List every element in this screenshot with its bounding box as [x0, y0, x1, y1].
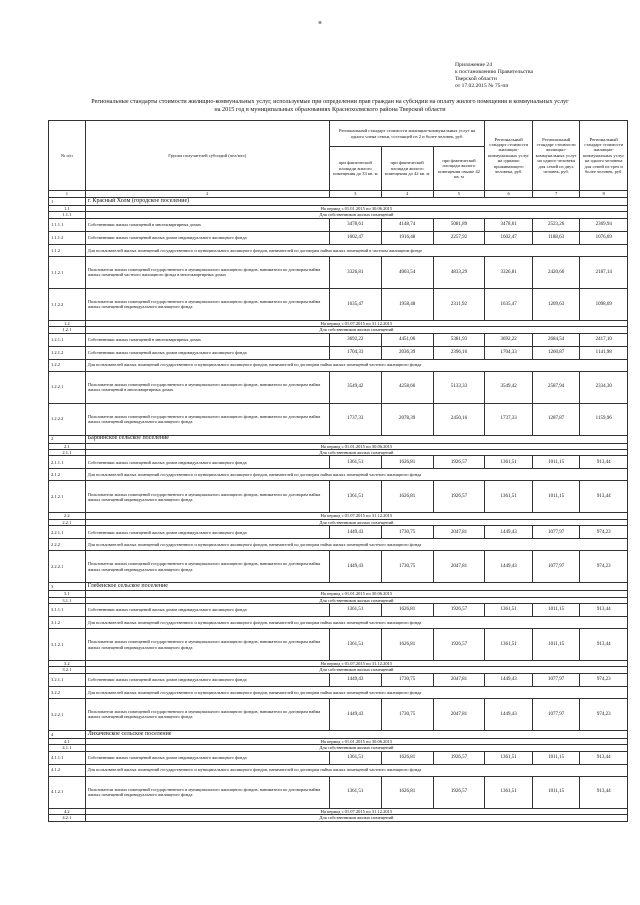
row-value: 1916,48: [381, 231, 433, 244]
row-value: 1602,47: [485, 231, 533, 244]
row-value: 3326,81: [329, 256, 381, 288]
row-value: 2450,16: [433, 403, 485, 435]
table-row: [49, 481, 628, 513]
row-code: 1.2.2.1: [49, 371, 86, 403]
row-value: 1361,51: [329, 629, 381, 661]
row-value: 3478,61: [485, 218, 533, 231]
row-value: 1287,87: [532, 403, 580, 435]
table-row: [49, 435, 628, 443]
row-value: 1704,33: [485, 346, 533, 359]
row-value: 1011,15: [532, 604, 580, 617]
row-value: 1361,51: [485, 481, 533, 513]
row-value: 1449,43: [485, 551, 533, 583]
period-label: На период с 01.07.2015 по 31.12.2015: [85, 513, 627, 519]
table-row: [49, 673, 628, 686]
row-description: Пользователи жилых помещений государственного и муниципального жилищного фондов, наниматели по договорам найма жилых помещений индивидуального жилищного фонда: [85, 776, 329, 808]
row-code: 2.1.2.1: [49, 481, 86, 513]
row-value: 2047,81: [433, 673, 485, 686]
row-code: 4.1.1: [49, 745, 86, 751]
table-row: [49, 751, 628, 764]
row-value: 1737,33: [485, 403, 533, 435]
row-code: 4.2: [49, 808, 86, 814]
row-value: 1260,87: [532, 346, 580, 359]
row-value: 1077,97: [532, 673, 580, 686]
row-description: Пользователи жилых помещений государственного и муниципального жилищного фондов, наниматели по договорам найма жилых помещений индивидуального жилищного фонда: [85, 288, 329, 320]
title-line-1: Региональные стандарты стоимости жилищно-коммунальных услуг, используемые при определении прав граждан на субсидии на оплату жилого помещения и коммунальных услуг: [91, 98, 569, 105]
period-label: Для собственников жилых помещений: [85, 597, 627, 603]
row-value: 2078,39: [381, 403, 433, 435]
row-description: Пользователи жилых помещений государственного и муниципального жилищного фондов, наниматели по договорам найма жилых помещений в многоквартирных домах: [85, 371, 329, 403]
subgroup-note: Для пользователей жилых помещений государственного и муниципального жилищного фондов, нанимателей по договорам найма жилых помещений частного жилищного фонда: [85, 469, 627, 481]
table-row: [49, 698, 628, 730]
row-description: Собственники жилых помещений жилых домов индивидуального жилищного фонда: [85, 526, 329, 539]
row-value: 2523,26: [532, 218, 580, 231]
period-label: На период с 01.07.2015 по 31.12.2015: [85, 320, 627, 326]
appendix-line: Приложение 24: [455, 62, 493, 68]
row-value: 3692,22: [485, 333, 533, 346]
row-code: 1.1.1: [49, 212, 86, 218]
row-code: 1.2.2.2: [49, 403, 86, 435]
subgroup-note: Для пользователей жилых помещений государственного и муниципального жилищного фондов, нанимателей по договорам найма жилых помещений частного жилищного фонда: [85, 764, 627, 776]
row-value: 1077,97: [532, 551, 580, 583]
period-label: Для собственников жилых помещений: [85, 327, 627, 333]
subgroup-note: Для пользователей жилых помещений государственного и муниципального жилищного фондов, нанимателей по договорам найма жилых помещений частного жилищного фонда: [85, 617, 627, 629]
table-row: [49, 333, 628, 346]
header-col5: при фактической площади жилого помещения свыше 42 кв. м: [433, 147, 485, 191]
table-row: [49, 617, 628, 629]
table-row: [49, 551, 628, 583]
row-value: 1626,81: [381, 751, 433, 764]
row-code: 1.2.1.1: [49, 333, 86, 346]
header-regional-standard: Региональный стандарт стоимости жилищно-коммунальных услуг на одного члена семьи, состоящей из 2 и более человек, руб.: [329, 121, 485, 147]
row-code: 4.1.2: [49, 764, 86, 776]
row-value: 1077,97: [532, 698, 580, 730]
row-value: 1626,81: [381, 629, 433, 661]
row-value: 1361,51: [329, 776, 381, 808]
row-code: 4.2.1: [49, 815, 86, 821]
row-value: 974,23: [580, 551, 628, 583]
row-code: 3.2.2.1: [49, 698, 86, 730]
row-value: 1361,51: [485, 629, 533, 661]
header-col4: при фактической площади жилого помещения до 42 кв. м: [381, 147, 433, 191]
row-code: 3: [49, 583, 86, 591]
row-value: 2047,81: [433, 526, 485, 539]
row-value: 1730,75: [381, 698, 433, 730]
row-code: 1: [49, 198, 86, 206]
row-value: 913,44: [580, 481, 628, 513]
row-value: 1361,51: [485, 776, 533, 808]
row-value: 3549,42: [485, 371, 533, 403]
column-index: 5: [433, 191, 485, 198]
row-value: 2257,92: [433, 231, 485, 244]
row-value: 1449,43: [329, 551, 381, 583]
row-code: 2.2.2.1: [49, 551, 86, 583]
period-label: Для собственников жилых помещений: [85, 815, 627, 821]
table-row: [49, 583, 628, 591]
row-description: Собственники жилых помещений жилых домов индивидуального жилищного фонда: [85, 604, 329, 617]
row-code: 4.1: [49, 738, 86, 744]
row-value: 2684,54: [532, 333, 580, 346]
row-code: 1.2: [49, 320, 86, 326]
row-value: 1626,81: [381, 776, 433, 808]
subgroup-note: Для пользователей жилых помещений государственного и муниципального жилищного фондов, нанимателей по договорам найма жилых помещений частного жилищного фонда: [85, 539, 627, 551]
row-value: 1098,69: [580, 288, 628, 320]
row-code: 1.1.1.1: [49, 218, 86, 231]
row-code: 1.2.1.2: [49, 346, 86, 359]
row-value: 1602,47: [329, 231, 381, 244]
table-row: [49, 776, 628, 808]
row-code: 3.2: [49, 661, 86, 667]
row-value: 2369,94: [580, 218, 628, 231]
row-value: 4258,66: [381, 371, 433, 403]
row-description: Собственники жилых помещений жилых домов индивидуального жилищного фонда: [85, 751, 329, 764]
period-label: На период с 01.01.2015 по 30.06.2015: [85, 206, 627, 212]
row-value: 2396,16: [433, 346, 485, 359]
table-row: [49, 604, 628, 617]
row-value: 1361,51: [329, 481, 381, 513]
row-value: 1141,98: [580, 346, 628, 359]
table-row: [49, 526, 628, 539]
row-code: 3.2.2: [49, 686, 86, 698]
row-value: 4148,74: [381, 218, 433, 231]
row-value: 1361,51: [485, 604, 533, 617]
row-value: 1730,75: [381, 526, 433, 539]
row-value: 2047,81: [433, 698, 485, 730]
row-code: 3.1.1.1: [49, 604, 86, 617]
column-index: 3: [329, 191, 381, 198]
row-code: 1.1.2: [49, 244, 86, 256]
row-value: 1926,57: [433, 776, 485, 808]
appendix-block: [455, 62, 625, 90]
row-value: 974,23: [580, 698, 628, 730]
row-value: 1361,51: [329, 604, 381, 617]
row-code: 2.1.1: [49, 450, 86, 456]
row-value: 1011,15: [532, 456, 580, 469]
row-value: 1926,57: [433, 481, 485, 513]
table-row: [49, 198, 628, 206]
period-label: Для собственников жилых помещений: [85, 450, 627, 456]
table-row: [49, 288, 628, 320]
row-value: 1077,97: [532, 526, 580, 539]
table-row: [49, 231, 628, 244]
column-index: 2: [85, 191, 329, 198]
row-value: 5081,89: [433, 218, 485, 231]
row-description: Пользователи жилых помещений государственного и муниципального жилищного фондов, наниматели по договорам найма жилых помещений индивидуального жилищного фонда: [85, 403, 329, 435]
header-col7: Региональный стандарт стоимости жилищно-коммунальных услуг на одного человека для семей из двух человек, руб.: [532, 121, 580, 191]
period-label: На период с 01.01.2015 по 30.06.2015: [85, 443, 627, 449]
row-value: 2187,14: [580, 256, 628, 288]
section-title: г. Красный Холм (городское поселение): [85, 198, 627, 206]
row-value: 913,44: [580, 456, 628, 469]
row-code: 2.2.1: [49, 519, 86, 525]
section-title: Лихачевское сельское поселение: [85, 730, 627, 738]
column-index: 7: [532, 191, 580, 198]
row-value: 1926,57: [433, 629, 485, 661]
row-code: 1.1.2.1: [49, 256, 86, 288]
table-row: [49, 346, 628, 359]
row-value: 5133,33: [433, 371, 485, 403]
row-value: 2036,39: [381, 346, 433, 359]
column-index: 4: [381, 191, 433, 198]
row-code: 1.1: [49, 206, 86, 212]
row-code: 1.1.1.2: [49, 231, 86, 244]
row-description: Собственники жилых помещений в многоквартирных домах: [85, 333, 329, 346]
period-label: Для собственников жилых помещений: [85, 667, 627, 673]
row-description: Собственники жилых помещений в многоквартирных домах: [85, 218, 329, 231]
row-value: 913,44: [580, 604, 628, 617]
row-description: Пользователи жилых помещений государственного и муниципального жилищного фондов, наниматели по договорам найма жилых помещений индивидуального жилищного фонда: [85, 551, 329, 583]
row-description: Собственники жилых помещений жилых домов индивидуального жилищного фонда: [85, 231, 329, 244]
row-value: 3326,81: [485, 256, 533, 288]
row-value: 913,44: [580, 629, 628, 661]
row-value: 2587,94: [532, 371, 580, 403]
row-code: 2.2.1.1: [49, 526, 86, 539]
row-value: 2334,30: [580, 371, 628, 403]
row-value: 1449,43: [485, 673, 533, 686]
row-value: 1635,47: [485, 288, 533, 320]
row-value: 5381,93: [433, 333, 485, 346]
row-value: 1011,15: [532, 629, 580, 661]
period-label: На период с 01.01.2015 по 30.06.2015: [85, 738, 627, 744]
table-row: [49, 629, 628, 661]
row-value: 1737,33: [329, 403, 381, 435]
appendix-line: от 17.02.2015 № 75-пп: [455, 83, 509, 89]
row-value: 1926,57: [433, 751, 485, 764]
row-code: 3.2.1.1: [49, 673, 86, 686]
row-value: 4003,54: [381, 256, 433, 288]
row-value: 2311,92: [433, 288, 485, 320]
row-value: 913,44: [580, 776, 628, 808]
row-value: 1076,69: [580, 231, 628, 244]
row-value: 2047,81: [433, 551, 485, 583]
table-row: [49, 244, 628, 256]
row-code: 2.1.2: [49, 469, 86, 481]
row-value: 1449,43: [485, 526, 533, 539]
table-row: [49, 730, 628, 738]
row-value: 1361,51: [329, 456, 381, 469]
row-code: 4.1.2.1: [49, 776, 86, 808]
row-code: 3.1.2.1: [49, 629, 86, 661]
row-description: Пользователи жилых помещений государственного и муниципального жилищного фондов, наниматели по договорам найма жилых помещений частного жилищного фонда в многоквартирных домах: [85, 256, 329, 288]
row-code: 4.1.1.1: [49, 751, 86, 764]
period-label: На период с 01.07.2015 по 31.12.2015: [85, 661, 627, 667]
row-description: Пользователи жилых помещений государственного и муниципального жилищного фондов, наниматели по договорам найма жилых помещений индивидуального жилищного фонда: [85, 698, 329, 730]
subgroup-note: Для пользователей жилых помещений государственного и муниципального жилищного фондов, нанимателей по договорам найма жилых помещений в частном жилищном фонде: [85, 244, 627, 256]
row-value: 1704,33: [329, 346, 381, 359]
row-code: 3.1: [49, 591, 86, 597]
header-col6: Региональный стандарт стоимости жилищно-коммунальных услуг на одиноко проживающего человека, руб.: [485, 121, 533, 191]
period-label: Для собственников жилых помещений: [85, 212, 627, 218]
row-code: 2.2.2: [49, 539, 86, 551]
row-value: 1926,57: [433, 604, 485, 617]
column-index: 1: [49, 191, 86, 198]
row-description: Пользователи жилых помещений государственного и муниципального жилищного фондов, наниматели по договорам найма жилых помещений индивидуального жилищного фонда: [85, 629, 329, 661]
row-value: 3549,42: [329, 371, 381, 403]
table-row: [49, 371, 628, 403]
row-value: 3692,22: [329, 333, 381, 346]
subgroup-note: Для пользователей жилых помещений государственного и муниципального жилищного фондов, нанимателей по договорам найма жилых помещений частного жилищного фонда: [85, 359, 627, 371]
table-row: [49, 539, 628, 551]
row-value: 1730,75: [381, 551, 433, 583]
table-row: [49, 815, 628, 821]
row-value: 1011,15: [532, 481, 580, 513]
row-value: 1730,75: [381, 673, 433, 686]
header-col8: Региональный стандарт стоимости жилищно-коммунальных услуг на одного человека для семей из трех и более человек, руб.: [580, 121, 628, 191]
appendix-line: к постановлению Правительства: [455, 69, 533, 75]
row-value: 4833,29: [433, 256, 485, 288]
table-row: [49, 686, 628, 698]
appendix-line: Тверской области: [455, 76, 497, 82]
row-value: 3478,61: [329, 218, 381, 231]
row-value: 1011,15: [532, 751, 580, 764]
row-value: 1958,48: [381, 288, 433, 320]
row-code: 3.1.1: [49, 597, 86, 603]
header-group: Группа получателей субсидий (чел/мес): [85, 121, 329, 191]
table-row: [49, 764, 628, 776]
row-value: 4451,06: [381, 333, 433, 346]
row-value: 1361,51: [485, 751, 533, 764]
row-description: Пользователи жилых помещений государственного и муниципального жилищного фондов, наниматели по договорам найма жилых помещений индивидуального жилищного фонда: [85, 481, 329, 513]
row-value: 1209,63: [532, 288, 580, 320]
row-value: 1626,81: [381, 481, 433, 513]
column-index: 8: [580, 191, 628, 198]
row-value: 1926,57: [433, 456, 485, 469]
period-label: Для собственников жилых помещений: [85, 519, 627, 525]
period-label: Для собственников жилых помещений: [85, 745, 627, 751]
row-code: 2.2: [49, 513, 86, 519]
row-code: 4: [49, 730, 86, 738]
row-value: 1449,43: [485, 698, 533, 730]
row-value: 974,23: [580, 673, 628, 686]
row-code: 3.2.1: [49, 667, 86, 673]
table-row: [49, 256, 628, 288]
section-title: Барбинское сельское поселение: [85, 435, 627, 443]
row-code: 1.2.1: [49, 327, 86, 333]
period-label: На период с 01.07.2015 по 31.12.2015: [85, 808, 627, 814]
subgroup-note: Для пользователей жилых помещений государственного и муниципального жилищного фондов, нанимателей по договорам найма жилых помещений частного жилищного фонда: [85, 686, 627, 698]
row-code: 2: [49, 435, 86, 443]
row-code: 1.2.2: [49, 359, 86, 371]
row-code: 2.1: [49, 443, 86, 449]
page-number: н: [318, 20, 322, 26]
row-value: 913,44: [580, 751, 628, 764]
title-line-2: на 2015 год в муниципальных образованиях Краснохолмского района Тверской области: [214, 106, 446, 113]
table-row: [49, 469, 628, 481]
row-value: 1011,15: [532, 776, 580, 808]
row-value: 974,23: [580, 526, 628, 539]
row-value: 1449,43: [329, 526, 381, 539]
header-col3: при фактической площади жилого помещения до 33 кв. м: [329, 147, 381, 191]
row-value: 1188,63: [532, 231, 580, 244]
column-index: 6: [485, 191, 533, 198]
section-title: Глебенское сельское поселение: [85, 583, 627, 591]
row-code: 3.1.2: [49, 617, 86, 629]
document-title: [70, 98, 590, 114]
row-value: 1626,81: [381, 604, 433, 617]
row-value: 2417,10: [580, 333, 628, 346]
row-value: 1635,47: [329, 288, 381, 320]
row-description: Собственники жилых помещений жилых домов индивидуального жилищного фонда: [85, 456, 329, 469]
table-row: [49, 456, 628, 469]
row-code: 1.1.2.2: [49, 288, 86, 320]
table-row: [49, 403, 628, 435]
row-value: 2420,66: [532, 256, 580, 288]
standards-table: [48, 120, 628, 822]
header-num: № п/п: [49, 121, 86, 191]
row-value: 1626,81: [381, 456, 433, 469]
row-value: 1159,96: [580, 403, 628, 435]
row-description: Собственники жилых помещений жилых домов индивидуального жилищного фонда: [85, 673, 329, 686]
table-row: [49, 218, 628, 231]
row-code: 2.1.1.1: [49, 456, 86, 469]
table-row: [49, 359, 628, 371]
period-label: На период с 01.01.2015 по 30.06.2015: [85, 591, 627, 597]
row-value: 1361,51: [485, 456, 533, 469]
row-value: 1449,43: [329, 673, 381, 686]
row-value: 1449,43: [329, 698, 381, 730]
row-description: Собственники жилых помещений жилых домов индивидуального жилищного фонда: [85, 346, 329, 359]
row-value: 1361,51: [329, 751, 381, 764]
